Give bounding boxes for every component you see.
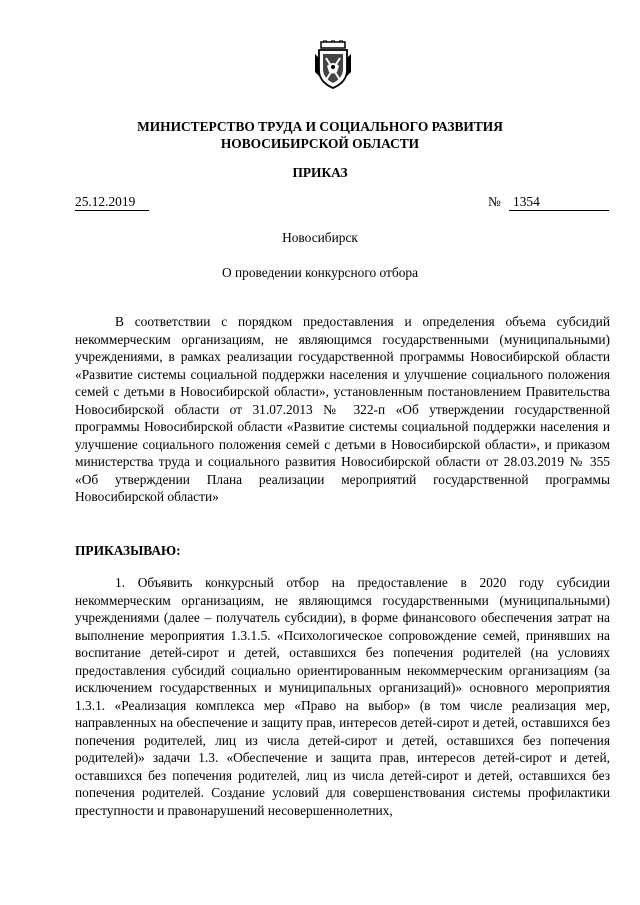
number-sign: №	[488, 194, 501, 209]
ministry-line-1: МИНИСТЕРСТВО ТРУДА И СОЦИАЛЬНОГО РАЗВИТИЯ	[137, 119, 503, 134]
document-subject: О проведении конкурсного отбора	[221, 265, 419, 280]
item-1-paragraph: 1. Объявить конкурсный отбор на предоставление в 2020 году субсидии некоммерческим организациям, не являющимся государственными (муниципальными) учреждениями (далее – получатель субсидии), в форме финансового обеспечения затрат на выполнение мероприятия 1.3.1.5. «Психологическое сопровождение семей, принявших на воспитание детей-сирот и детей, оставшихся без попечения родителей (на условиях предоставления субсидий социально ориентированным некоммерческим организациям (за исключением государственных и муниципальных организаций)» основного мероприятия 1.3.1. «Реализация комплекса мер «Право на выбор» (в том числе реализация мер, направленных на обеспечение и защиту прав, интересов детей-сирот и детей, оставшихся без попечения родителей, лиц из числа детей-сирот и детей, оставшихся без попечения родителей)» задачи 1.3. «Обеспечение и защита прав, интересов детей-сирот и детей, оставшихся без попечения родителей, лиц из числа детей-сирот и детей, оставшихся без попечения родителей. Создание условий для совершенствования системы профилактики преступности и правонарушений несовершеннолетних,	[75, 575, 610, 818]
city-name: Новосибирск	[282, 230, 358, 245]
preamble-paragraph: В соответствии с порядком предоставления и определения объема субсидий некоммерческим организациям, не являющимся государственными (муниципальными) учреждениями, в рамках реализации государственной программы Новосибирской области «Развитие системы социальной поддержки населения и улучшение социального положения семей с детьми в Новосибирской области», установленным постановлением Правительства Новосибирской области от 31.07.2013 № 322-п «Об утверждении государственной программы Новосибирской области «Развитие системы социальной поддержки населения и улучшение социального положения семей с детьми в Новосибирской области», и приказом министерства труда и социального развития Новосибирской области от 28.03.2019 № 355 «Об утверждении Плана реализации мероприятий государственной программы Новосибирской области»	[75, 314, 610, 504]
document-number-field	[509, 193, 609, 211]
order-word: ПРИКАЗЫВАЮ:	[75, 543, 181, 558]
document-type: ПРИКАЗ	[292, 165, 348, 180]
ministry-line-2: НОВОСИБИРСКОЙ ОБЛАСТИ	[220, 136, 420, 151]
ministry-name	[0, 118, 640, 152]
coat-of-arms-icon	[313, 40, 353, 90]
document-number: 1354	[513, 194, 540, 209]
document-date: 25.12.2019	[75, 193, 149, 211]
